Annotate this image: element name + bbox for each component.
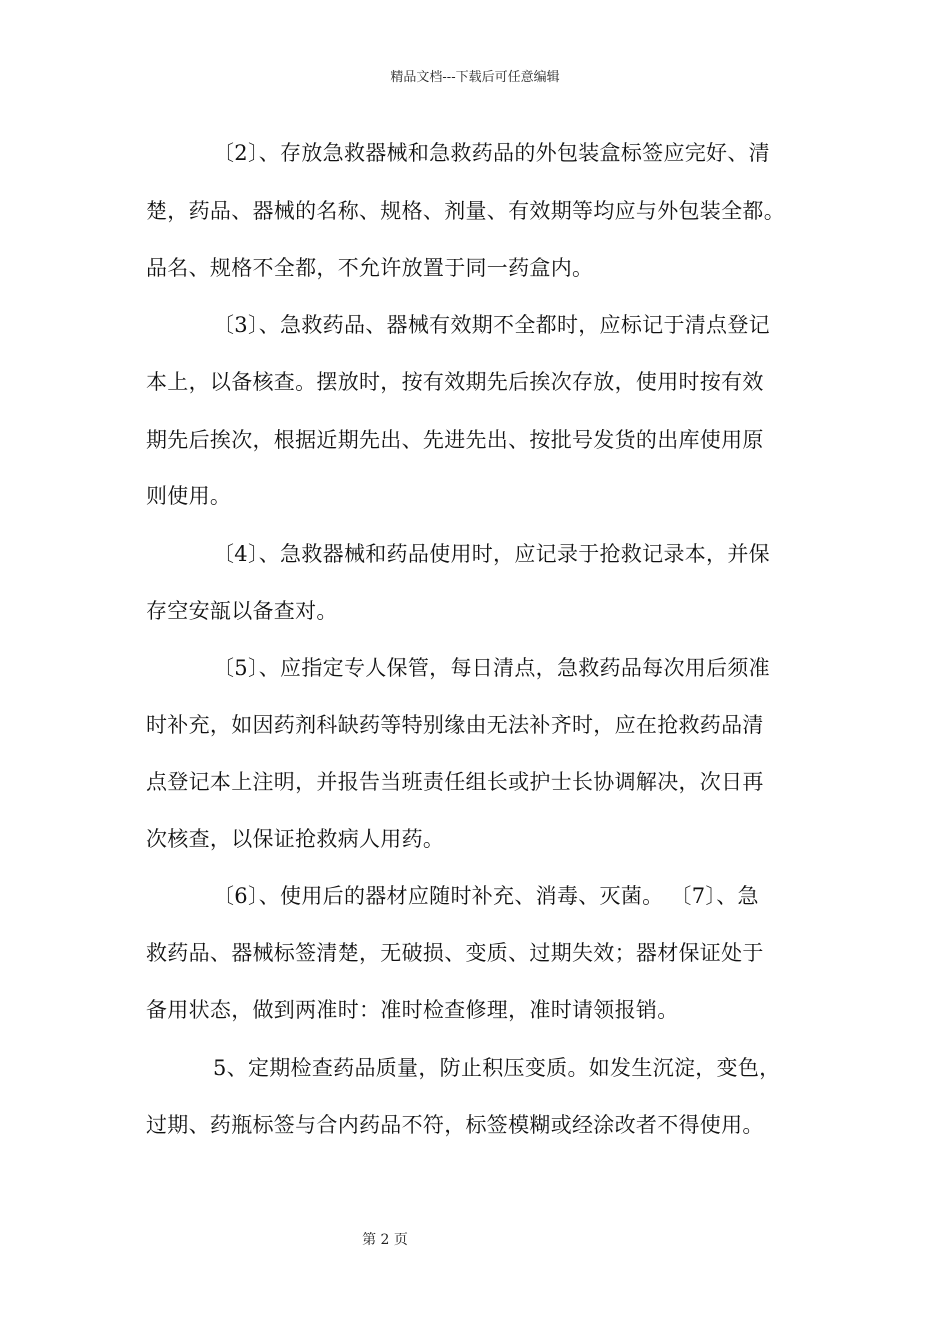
paragraph-4-line-1: 〔5〕、应指定专人保管，每日清点，急救药品每次用后须准 bbox=[213, 656, 770, 680]
paragraph-4-line-2: 时补充，如因药剂科缺药等特别缘由无法补齐时，应在抢救药品清 bbox=[146, 713, 764, 737]
paragraph-6-line-1: 5、定期检查药品质量，防止积压变质。如发生沉淀，变色， bbox=[213, 1056, 781, 1080]
paragraph-4-line-3: 点登记本上注明，并报告当班责任组长或护士长协调解决，次日再 bbox=[146, 770, 764, 794]
paragraph-3-line-2: 存空安瓿以备查对。 bbox=[146, 599, 338, 623]
paragraph-5-line-3: 备用状态，做到两准时：准时检查修理，准时请领报销。 bbox=[146, 998, 679, 1022]
paragraph-4-line-4: 次核查，以保证抢救病人用药。 bbox=[146, 827, 445, 851]
paragraph-1-line-1: 〔2〕、存放急救器械和急救药品的外包装盒标签应完好、清 bbox=[213, 141, 770, 165]
paragraph-6-line-2: 过期、药瓶标签与合内药品不符，标签模糊或经涂改者不得使用。 bbox=[146, 1113, 764, 1137]
paragraph-2-line-2: 本上，以备核查。摆放时，按有效期先后挨次存放，使用时按有效 bbox=[146, 370, 764, 394]
paragraph-2-line-1: 〔3〕、急救药品、器械有效期不全都时，应标记于清点登记 bbox=[213, 313, 770, 337]
paragraph-5-line-1: 〔6〕、使用后的器材应随时补充、消毒、灭菌。 〔7〕、急 bbox=[213, 884, 759, 908]
paragraph-2-line-4: 则使用。 bbox=[146, 484, 232, 508]
page-header: 精品文档---下载后可任意编辑 bbox=[390, 70, 560, 85]
paragraph-5-line-2: 救药品、器械标签清楚，无破损、变质、过期失效；器材保证处于 bbox=[146, 941, 764, 965]
paragraph-2-line-3: 期先后挨次，根据近期先出、先进先出、按批号发货的出库使用原 bbox=[146, 428, 764, 452]
page-number: 第 2 页 bbox=[362, 1232, 408, 1248]
paragraph-1-line-3: 品名、规格不全都，不允许放置于同一药盒内。 bbox=[146, 256, 594, 280]
paragraph-3-line-1: 〔4〕、急救器械和药品使用时，应记录于抢救记录本，并保 bbox=[213, 542, 770, 566]
paragraph-1-line-2: 楚，药品、器械的名称、规格、剂量、有效期等均应与外包装全都。 bbox=[146, 199, 785, 223]
